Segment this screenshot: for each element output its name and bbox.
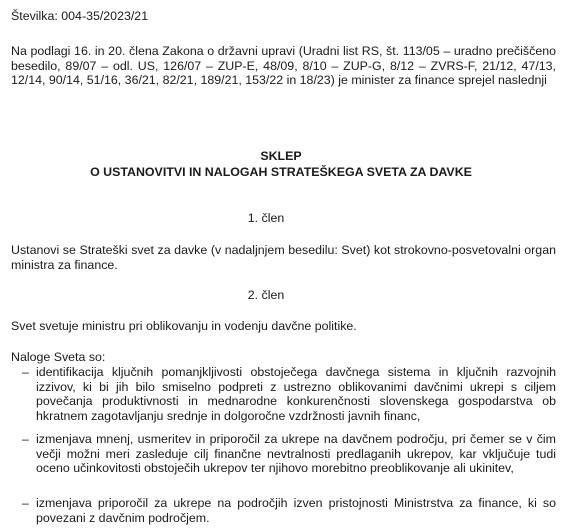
document-subtitle: O USTANOVITVI IN NALOGAH STRATEŠKEGA SVETA ZA DAVKE xyxy=(90,165,472,179)
list-item-text: izmenjava priporočil za ukrepe na področjih izven pristojnosti Ministrstva za finance, ki so povezani z davčnim področjem. xyxy=(36,496,556,525)
article-2-heading: 2. člen xyxy=(247,288,285,302)
list-item xyxy=(22,432,556,476)
bullet-dash: – xyxy=(22,432,29,446)
article-1-text: Ustanovi se Strateški svet za davke (v nadaljnjem besedilu: Svet) kot strokovno-posvetovalni organ ministra za finance. xyxy=(11,243,556,272)
tasks-intro: Naloge Sveta so: xyxy=(11,350,106,364)
list-item-text: izmenjava mnenj, usmeritev in priporočil za ukrepe na davčnem področju, pri čemer se v čim večji možni meri zasleduje cilj finančne nevtralnosti predlaganih ukrepov, kar vključuje tudi oceno učinkovitosti obstoječih ukrepov ter njihovo morebitno preoblikovanje ali ukinitev, xyxy=(36,432,556,476)
bullet-dash: – xyxy=(22,496,29,510)
list-item-text: identifikacija ključnih pomanjkljivosti obstoječega davčnega sistema in ključnih razvojnih izzivov, ki bi jih bilo smiselno podpreti z ustrezno oblikovanimi davčnimi ukrepi s ciljem povečanja produktivnosti in mednarodne konkurenčnosti slovenskega gospodarstva ob hkratnem zagotavljanju srednje in dolgoročne vzdržnosti javnih financ, xyxy=(36,365,556,423)
preamble-text: Na podlagi 16. in 20. člena Zakona o državni upravi (Uradni list RS, št. 113/05 – uradno prečiščeno besedilo, 89/07 – odl. US, 126/07 – ZUP-E, 48/09, 8/10 – ZUP-G, 8/12 – ZVRS-F, 21/12, 47/13, 12/14, 90/14, 51/16, 36/21, 82/21, 189/21, 153/22 in 18/23) je minister za finance sprejel naslednji xyxy=(11,44,556,88)
bullet-dash: – xyxy=(22,365,29,379)
list-item xyxy=(22,496,556,525)
list-item xyxy=(22,365,556,423)
document-title: SKLEP xyxy=(260,149,302,163)
article-1-heading: 1. člen xyxy=(247,211,285,225)
article-2-text: Svet svetuje ministru pri oblikovanju in vodenju davčne politike. xyxy=(11,319,357,333)
document-number: Številka: 004-35/2023/21 xyxy=(11,9,149,23)
